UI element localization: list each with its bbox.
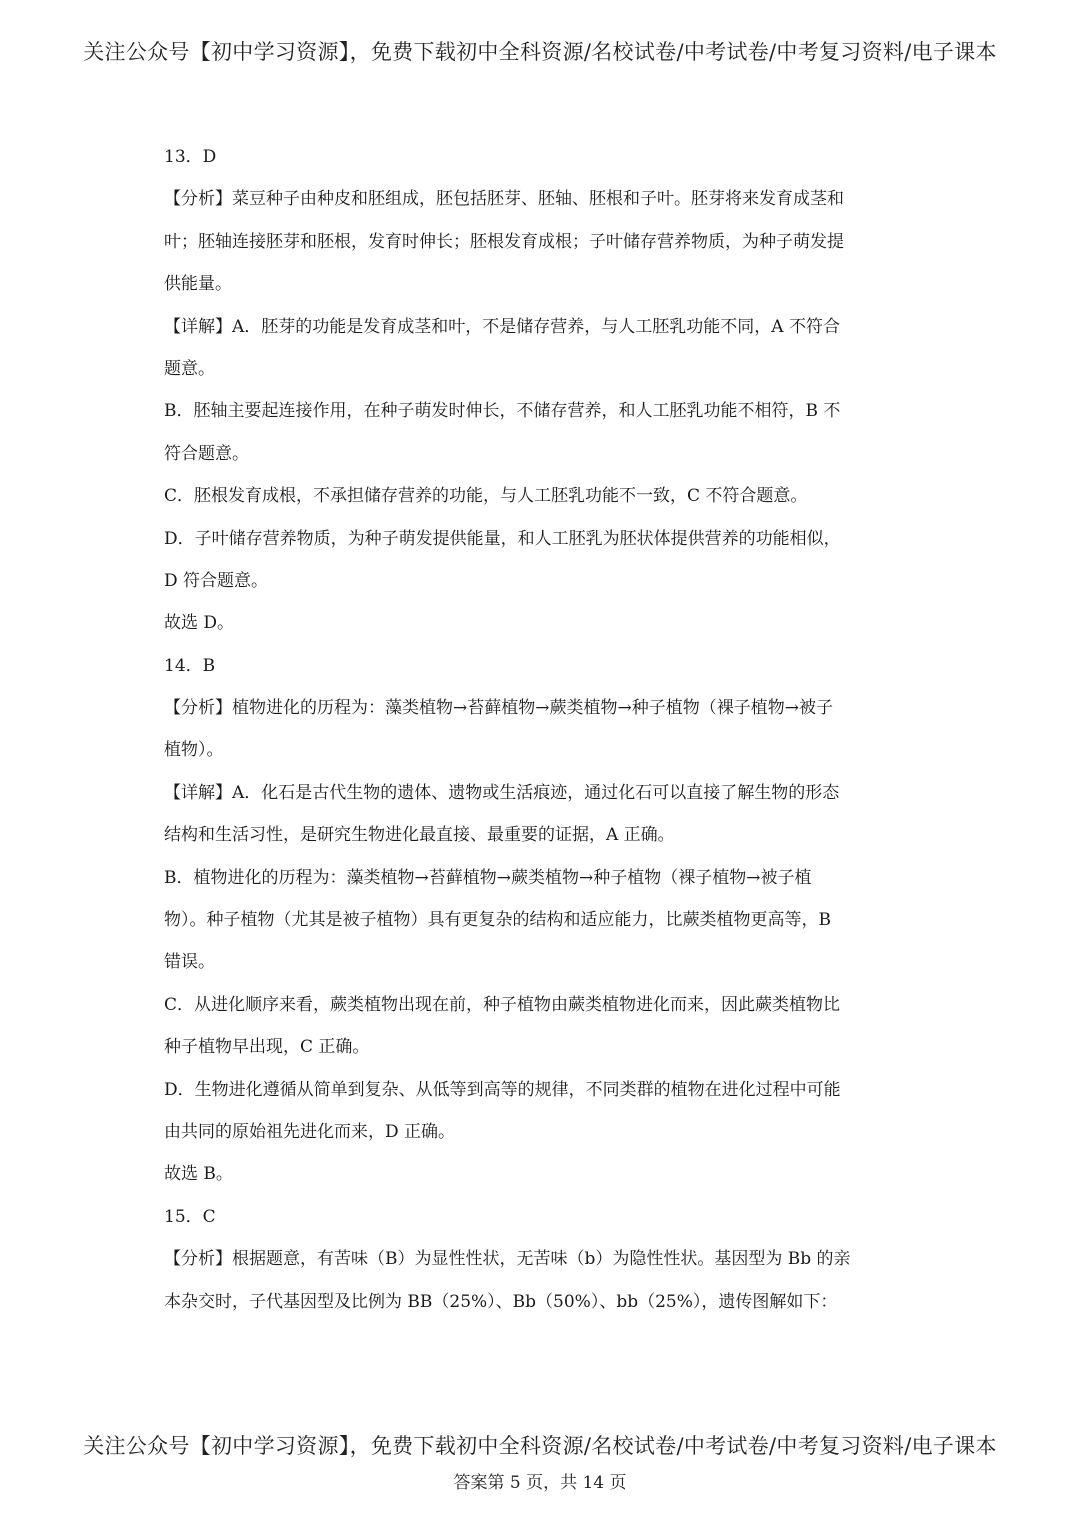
text-line: 结构和生活习性，是研究生物进化最直接、最重要的证据，A 正确。 <box>164 825 675 846</box>
text-line: 题意。 <box>164 358 215 379</box>
text-line: 种子植物早出现，C 正确。 <box>164 1037 370 1058</box>
text-line: 【分析】根据题意，有苦味（B）为显性性状，无苦味（b）为隐性性状。基因型为 Bb 的亲 <box>164 1249 851 1270</box>
text-line: 叶；胚轴连接胚芽和胚根，发育时伸长；胚根发育成根；子叶储存营养物质，为种子萌发提 <box>164 231 844 252</box>
text-line: 【分析】菜豆种子由种皮和胚组成，胚包括胚芽、胚轴、胚根和子叶。胚芽将来发育成茎和 <box>164 189 844 210</box>
text-line: 故选 B。 <box>164 1164 233 1185</box>
answer-content <box>164 136 934 1323</box>
text-line: 13．D <box>164 147 217 167</box>
text-line: 植物）。 <box>164 740 224 761</box>
text-line: 本杂交时，子代基因型及比例为 BB（25%）、Bb（50%）、bb（25%），遗传图解如下： <box>164 1291 838 1312</box>
text-line: 供能量。 <box>164 274 232 295</box>
footer-banner: 关注公众号【初中学习资源】，免费下载初中全科资源/名校试卷/中考试卷/中考复习资料/电子课本 <box>83 1434 997 1458</box>
text-line: D．子叶储存营养物质，为种子萌发提供能量，和人工胚乳为胚状体提供营养的功能相似， <box>164 528 841 549</box>
text-line: 错误。 <box>164 952 215 973</box>
text-line: C．从进化顺序来看，蕨类植物出现在前，种子植物由蕨类植物进化而来，因此蕨类植物比 <box>164 994 841 1015</box>
text-line: 物）。种子植物（尤其是被子植物）具有更复杂的结构和适应能力，比蕨类植物更高等，B <box>164 910 831 931</box>
text-line: 【分析】植物进化的历程为：藻类植物→苔藓植物→蕨类植物→种子植物（裸子植物→被子 <box>164 698 833 719</box>
text-line: 由共同的原始祖先进化而来，D 正确。 <box>164 1121 456 1142</box>
text-line: 15．C <box>164 1206 216 1227</box>
text-line: 符合题意。 <box>164 443 249 464</box>
text-line: C．胚根发育成根，不承担储存营养的功能，与人工胚乳功能不一致，C 不符合题意。 <box>164 486 808 507</box>
page-number: 答案第 5 页，共 14 页 <box>453 1473 627 1493</box>
text-line: 14．B <box>164 655 216 676</box>
text-line: D．生物进化遵循从简单到复杂、从低等到高等的规律，不同类群的植物在进化过程中可能 <box>164 1079 841 1100</box>
text-line: B．胚轴主要起连接作用，在种子萌发时伸长，不储存营养，和人工胚乳功能不相符，B 不 <box>164 401 841 422</box>
text-line: 【详解】A．胚芽的功能是发育成茎和叶，不是储存营养，与人工胚乳功能不同，A 不符合 <box>164 316 840 337</box>
header-banner: 关注公众号【初中学习资源】，免费下载初中全科资源/名校试卷/中考试卷/中考复习资料/电子课本 <box>83 40 997 64</box>
text-line: 故选 D。 <box>164 613 235 634</box>
text-line: B．植物进化的历程为：藻类植物→苔藓植物→蕨类植物→种子植物（裸子植物→被子植 <box>164 867 812 888</box>
text-line: 【详解】A．化石是古代生物的遗体、遗物或生活痕迹，通过化石可以直接了解生物的形态 <box>164 782 840 803</box>
text-line: D 符合题意。 <box>164 570 269 591</box>
